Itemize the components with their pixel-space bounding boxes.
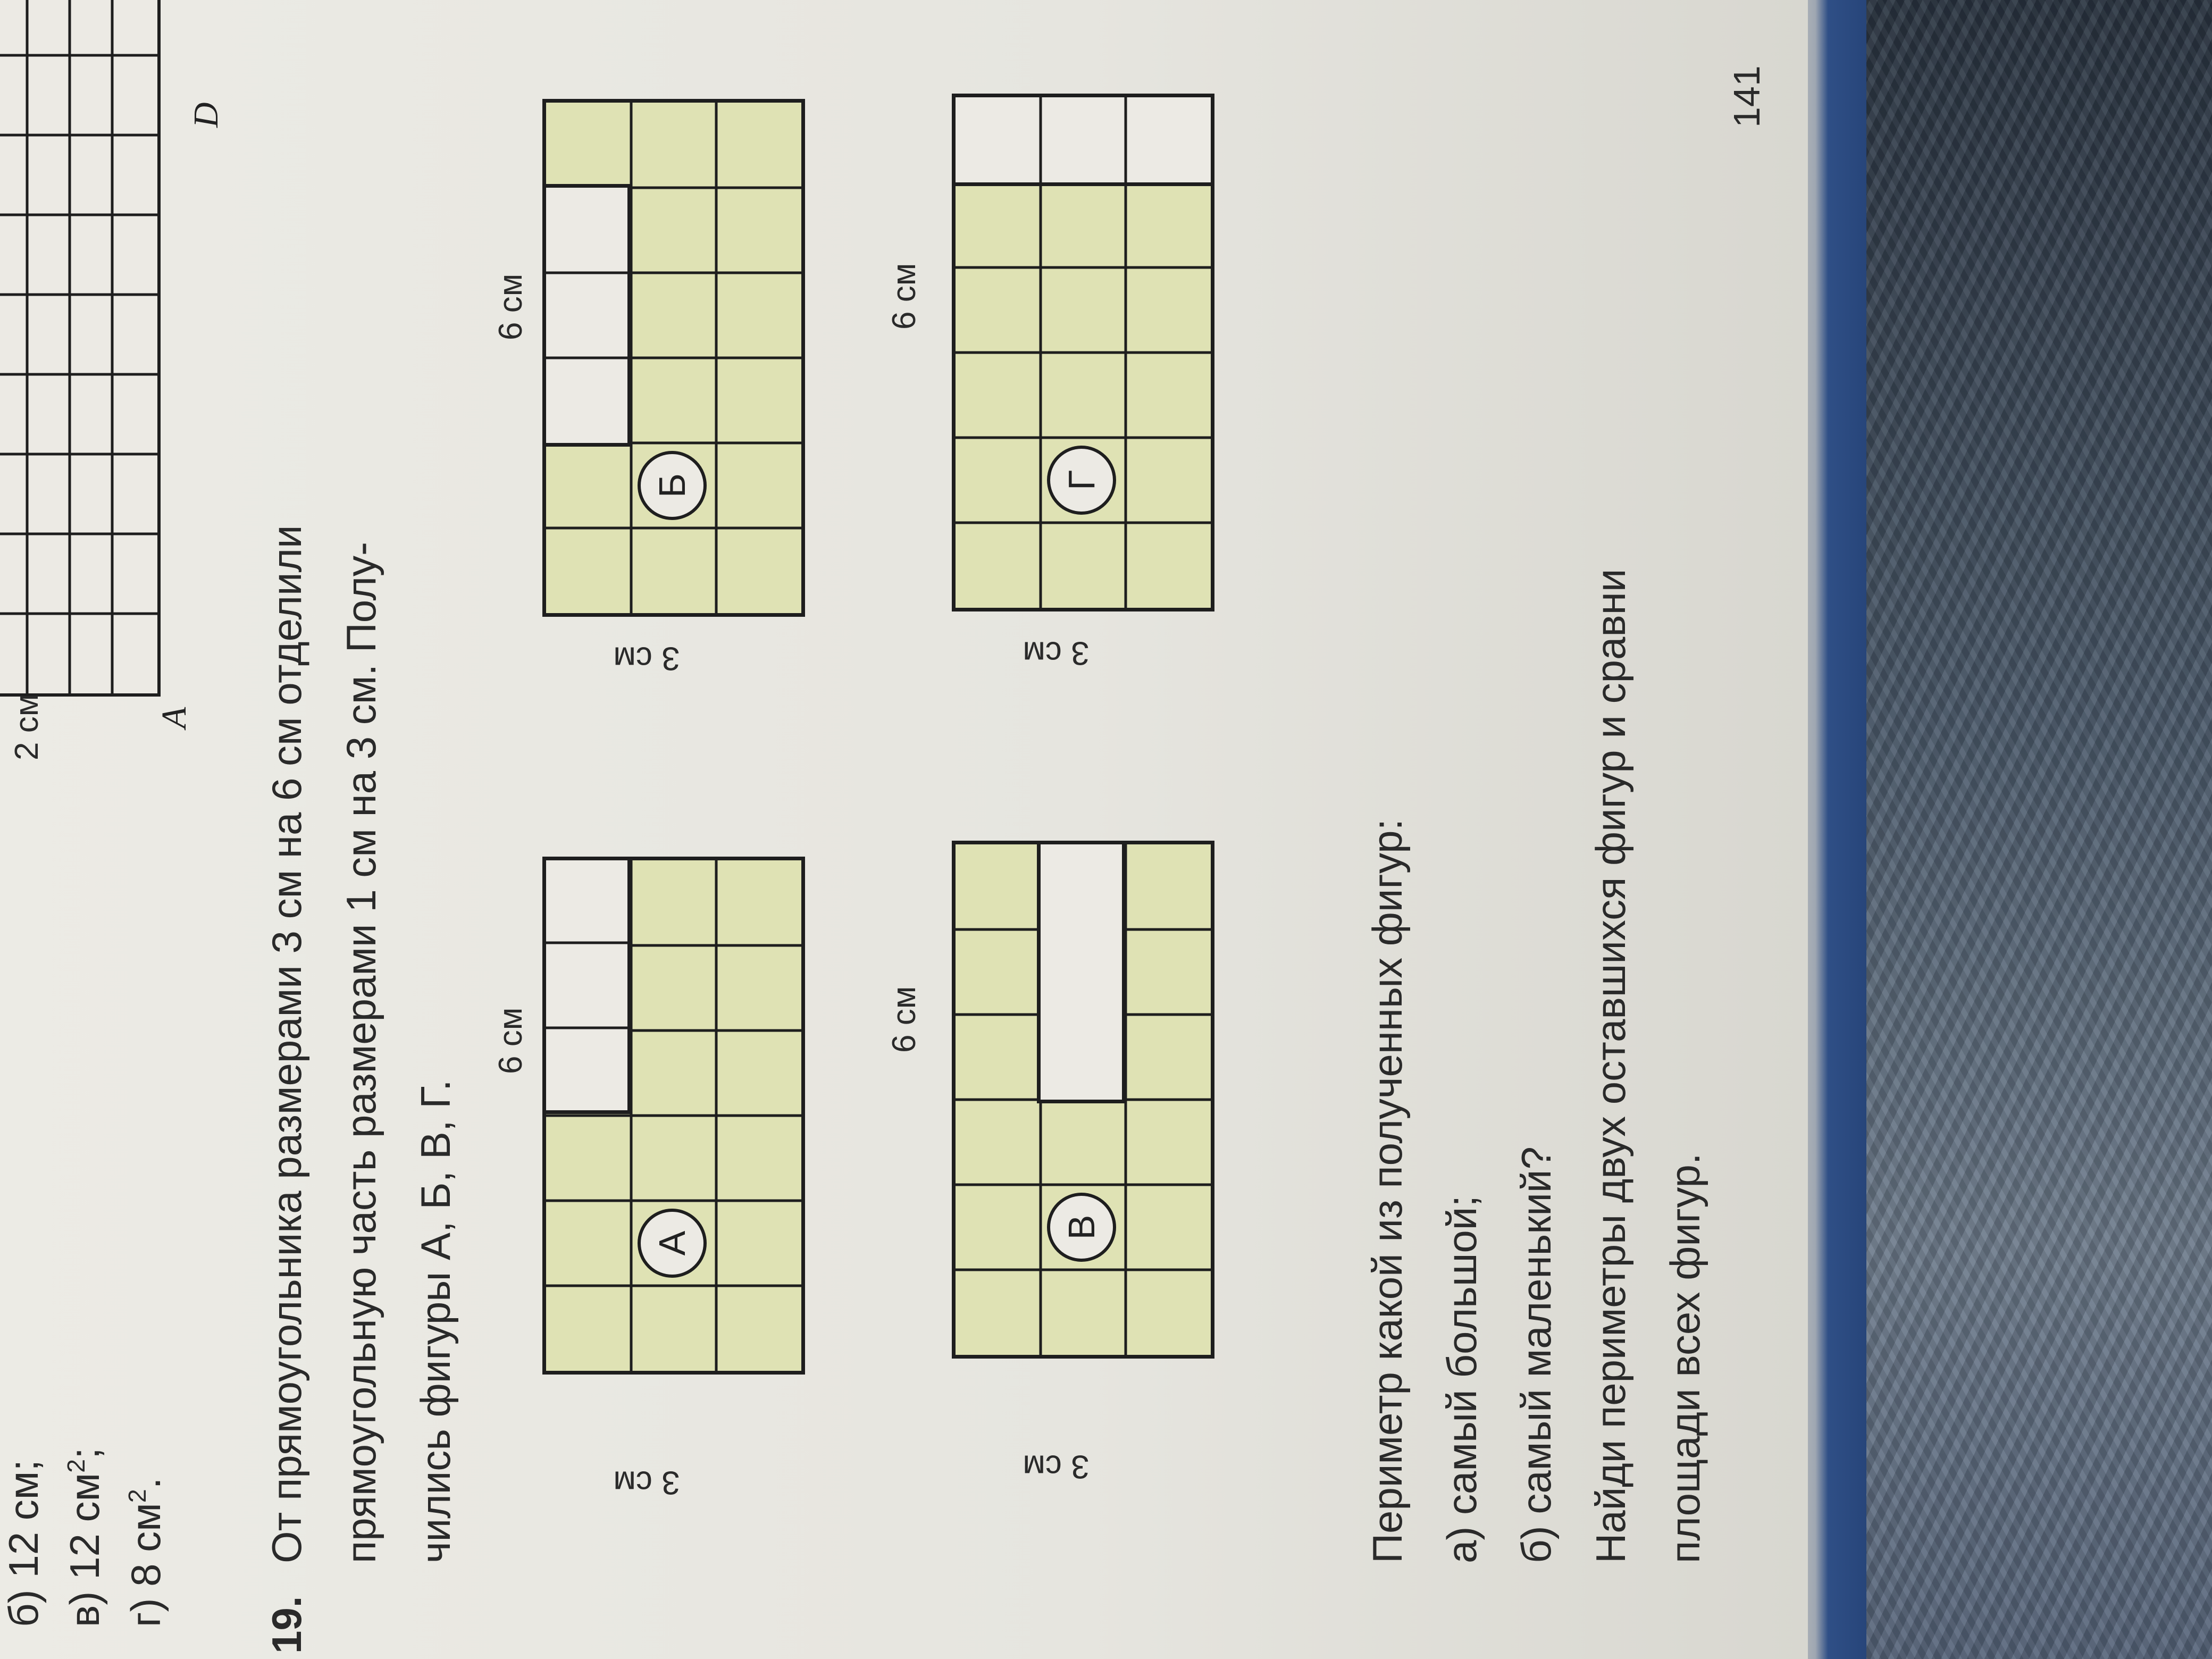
question-a: а) самый большой; xyxy=(1438,1195,1485,1563)
final-task-line-2: площади всех фигур. xyxy=(1662,1153,1708,1563)
grid-size-label: 2 см xyxy=(9,693,45,760)
point-a-label: A xyxy=(155,707,194,728)
question-lead: Периметр какой из полученных фигур: xyxy=(1364,818,1411,1563)
figure-b-letter: Б xyxy=(638,451,707,520)
option-g: г) 8 $см^2$. xyxy=(122,1477,169,1627)
figure-v-grid xyxy=(952,841,1214,1359)
figure-g-height-label: 3 см xyxy=(1023,634,1090,672)
previous-task-grid xyxy=(0,0,161,697)
figure-g-letter: Г xyxy=(1047,446,1116,515)
figure-v-height-label: 3 см xyxy=(1023,1448,1090,1485)
figure-a-height-label: 3 см xyxy=(613,1464,680,1501)
figure-a-letter: А xyxy=(638,1209,707,1278)
page-number: 141 xyxy=(1726,65,1767,128)
figure-b-cut-part xyxy=(542,184,631,447)
task-text-line-2: прямоугольную часть размерами 1 см на 3 см. Полу- xyxy=(338,542,384,1563)
option-v: в) 12 $см^2$; xyxy=(61,1447,108,1627)
task-number: 19. xyxy=(263,1596,310,1654)
question-b: б) самый маленький? xyxy=(1513,1146,1560,1563)
figure-v-letter: В xyxy=(1047,1193,1116,1262)
figure-b-width-label: 6 см xyxy=(492,273,529,340)
figure-b-height-label: 3 см xyxy=(613,640,680,677)
figure-a-width-label: 6 см xyxy=(492,1007,529,1074)
task-text-line-1: От прямоугольника размерами 3 см на 6 см отделили xyxy=(263,525,310,1563)
figure-b-grid xyxy=(542,99,805,617)
rug-background xyxy=(1834,0,2212,1659)
figure-g-cut-part xyxy=(952,94,1214,186)
figure-g-width-label: 6 см xyxy=(886,263,923,330)
figure-a-grid xyxy=(542,857,805,1375)
final-task-line-1: Найди периметры двух оставшихся фигур и сравни xyxy=(1587,568,1634,1563)
option-b: б) 12 см; xyxy=(0,1459,47,1627)
figure-v-cut-part xyxy=(1037,841,1126,1103)
task-text-line-3: чились фигуры А, Б, В, Г. xyxy=(412,1079,459,1563)
figure-g-grid xyxy=(952,94,1214,611)
point-d-label: D xyxy=(187,102,225,128)
figure-v-width-label: 6 см xyxy=(886,986,923,1053)
figure-a-cut-part xyxy=(542,857,631,1114)
